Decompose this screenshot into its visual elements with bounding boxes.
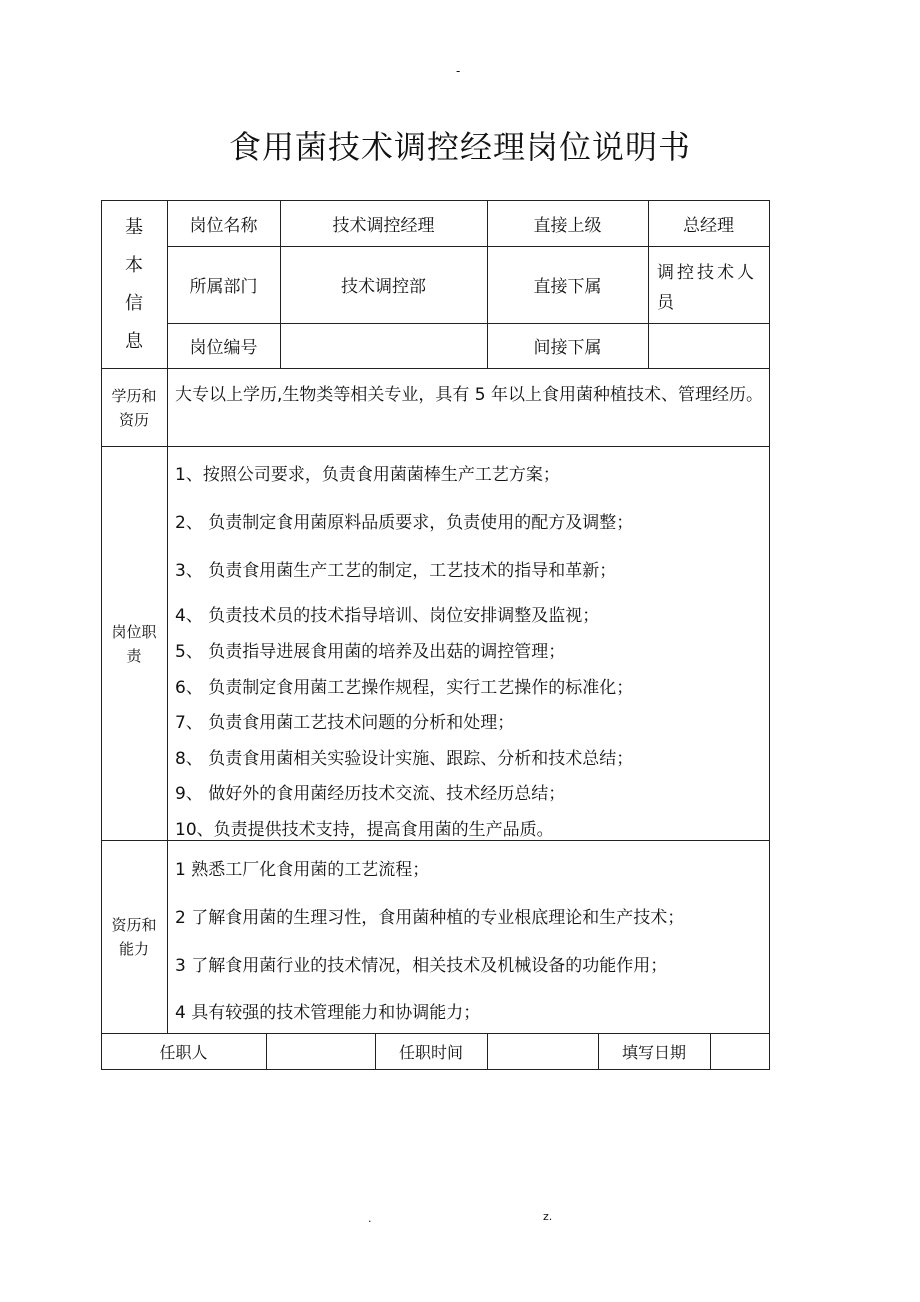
tenure-label: 任职时间 — [398, 1043, 463, 1062]
indirect-subordinate-label: 间接下属 — [533, 338, 602, 358]
tenure-value — [487, 1034, 598, 1069]
position-name-label: 岗位名称 — [189, 215, 258, 236]
basic-info-label-char: 本 — [125, 255, 143, 276]
direct-superior-label: 直接上级 — [533, 215, 602, 236]
education-label-line: 学历和 — [111, 386, 157, 405]
header-mark: - — [456, 64, 461, 78]
duties-label-line: 岗位职 — [111, 622, 157, 641]
direct-subordinate-value: 调控技术人员 — [657, 263, 757, 313]
duty-item: 5、 负责指导进展食用菌的培养及出菇的调控管理； — [175, 642, 566, 662]
education-label-line: 资历 — [118, 410, 149, 429]
duty-item: 2、 负责制定食用菌原料品质要求，负责使用的配方及调整； — [175, 513, 634, 533]
ability-item: 1 熟悉工厂化食用菌的工艺流程； — [175, 860, 430, 880]
position-name-value: 技术调控经理 — [332, 215, 435, 236]
duty-item: 9、 做好外的食用菌经历技术交流、技术经历总结； — [175, 784, 566, 804]
basic-info-label-char: 基 — [125, 217, 143, 238]
page-title: 食用菌技术调控经理岗位说明书 — [228, 128, 691, 166]
footer-mark-left: . — [368, 1212, 372, 1225]
ability-item: 3 了解食用菌行业的技术情况，相关技术及机械设备的功能作用； — [175, 956, 668, 976]
basic-info-label-char: 信 — [125, 293, 143, 314]
duty-item: 3、 负责食用菌生产工艺的制定，工艺技术的指导和革新； — [175, 561, 617, 581]
basic-info-label-char: 息 — [125, 331, 143, 352]
position-code-label: 岗位编号 — [189, 338, 258, 358]
abilities-label-line: 资历和 — [111, 916, 157, 934]
duty-item: 1、按照公司要求，负责食用菌菌棒生产工艺方案； — [175, 465, 560, 485]
appointee-value — [266, 1034, 375, 1069]
direct-superior-value: 总经理 — [683, 215, 734, 236]
abilities-section-label — [101, 841, 167, 1033]
appointee-label: 任职人 — [159, 1043, 208, 1062]
department-label: 所属部门 — [189, 277, 258, 297]
fill-date-label: 填写日期 — [621, 1043, 686, 1062]
duty-item: 6、 负责制定食用菌工艺操作规程，实行工艺操作的标准化； — [175, 678, 634, 698]
education-section-label — [101, 369, 167, 446]
duty-item: 4、 负责技术员的技术指导培训、岗位安排调整及监视； — [175, 606, 600, 626]
duties-section-label — [101, 447, 167, 840]
education-text: 大专以上学历,生物类等相关专业，具有 5 年以上食用菌种植技术、管理经历。 — [175, 385, 764, 405]
position-code-value — [280, 323, 487, 368]
basic-info-section-label — [101, 210, 167, 360]
footer-mark-right: z. — [543, 1210, 553, 1223]
duty-item: 8、 负责食用菌相关实验设计实施、跟踪、分析和技术总结； — [175, 749, 634, 769]
indirect-subordinate-value — [648, 323, 769, 368]
duty-item: 10、负责提供技术支持，提高食用菌的生产品质。 — [175, 820, 554, 840]
ability-item: 4 具有较强的技术管理能力和协调能力； — [175, 1003, 481, 1023]
direct-subordinate-label: 直接下属 — [533, 277, 602, 297]
ability-item: 2 了解食用菌的生理习性，食用菌种植的专业根底理论和生产技术； — [175, 908, 685, 928]
duties-label-line: 责 — [126, 646, 142, 665]
abilities-label-line: 能力 — [118, 940, 149, 958]
department-value: 技术调控部 — [341, 277, 426, 297]
fill-date-value — [710, 1034, 769, 1069]
duty-item: 7、 负责食用菌工艺技术问题的分析和处理； — [175, 713, 515, 733]
